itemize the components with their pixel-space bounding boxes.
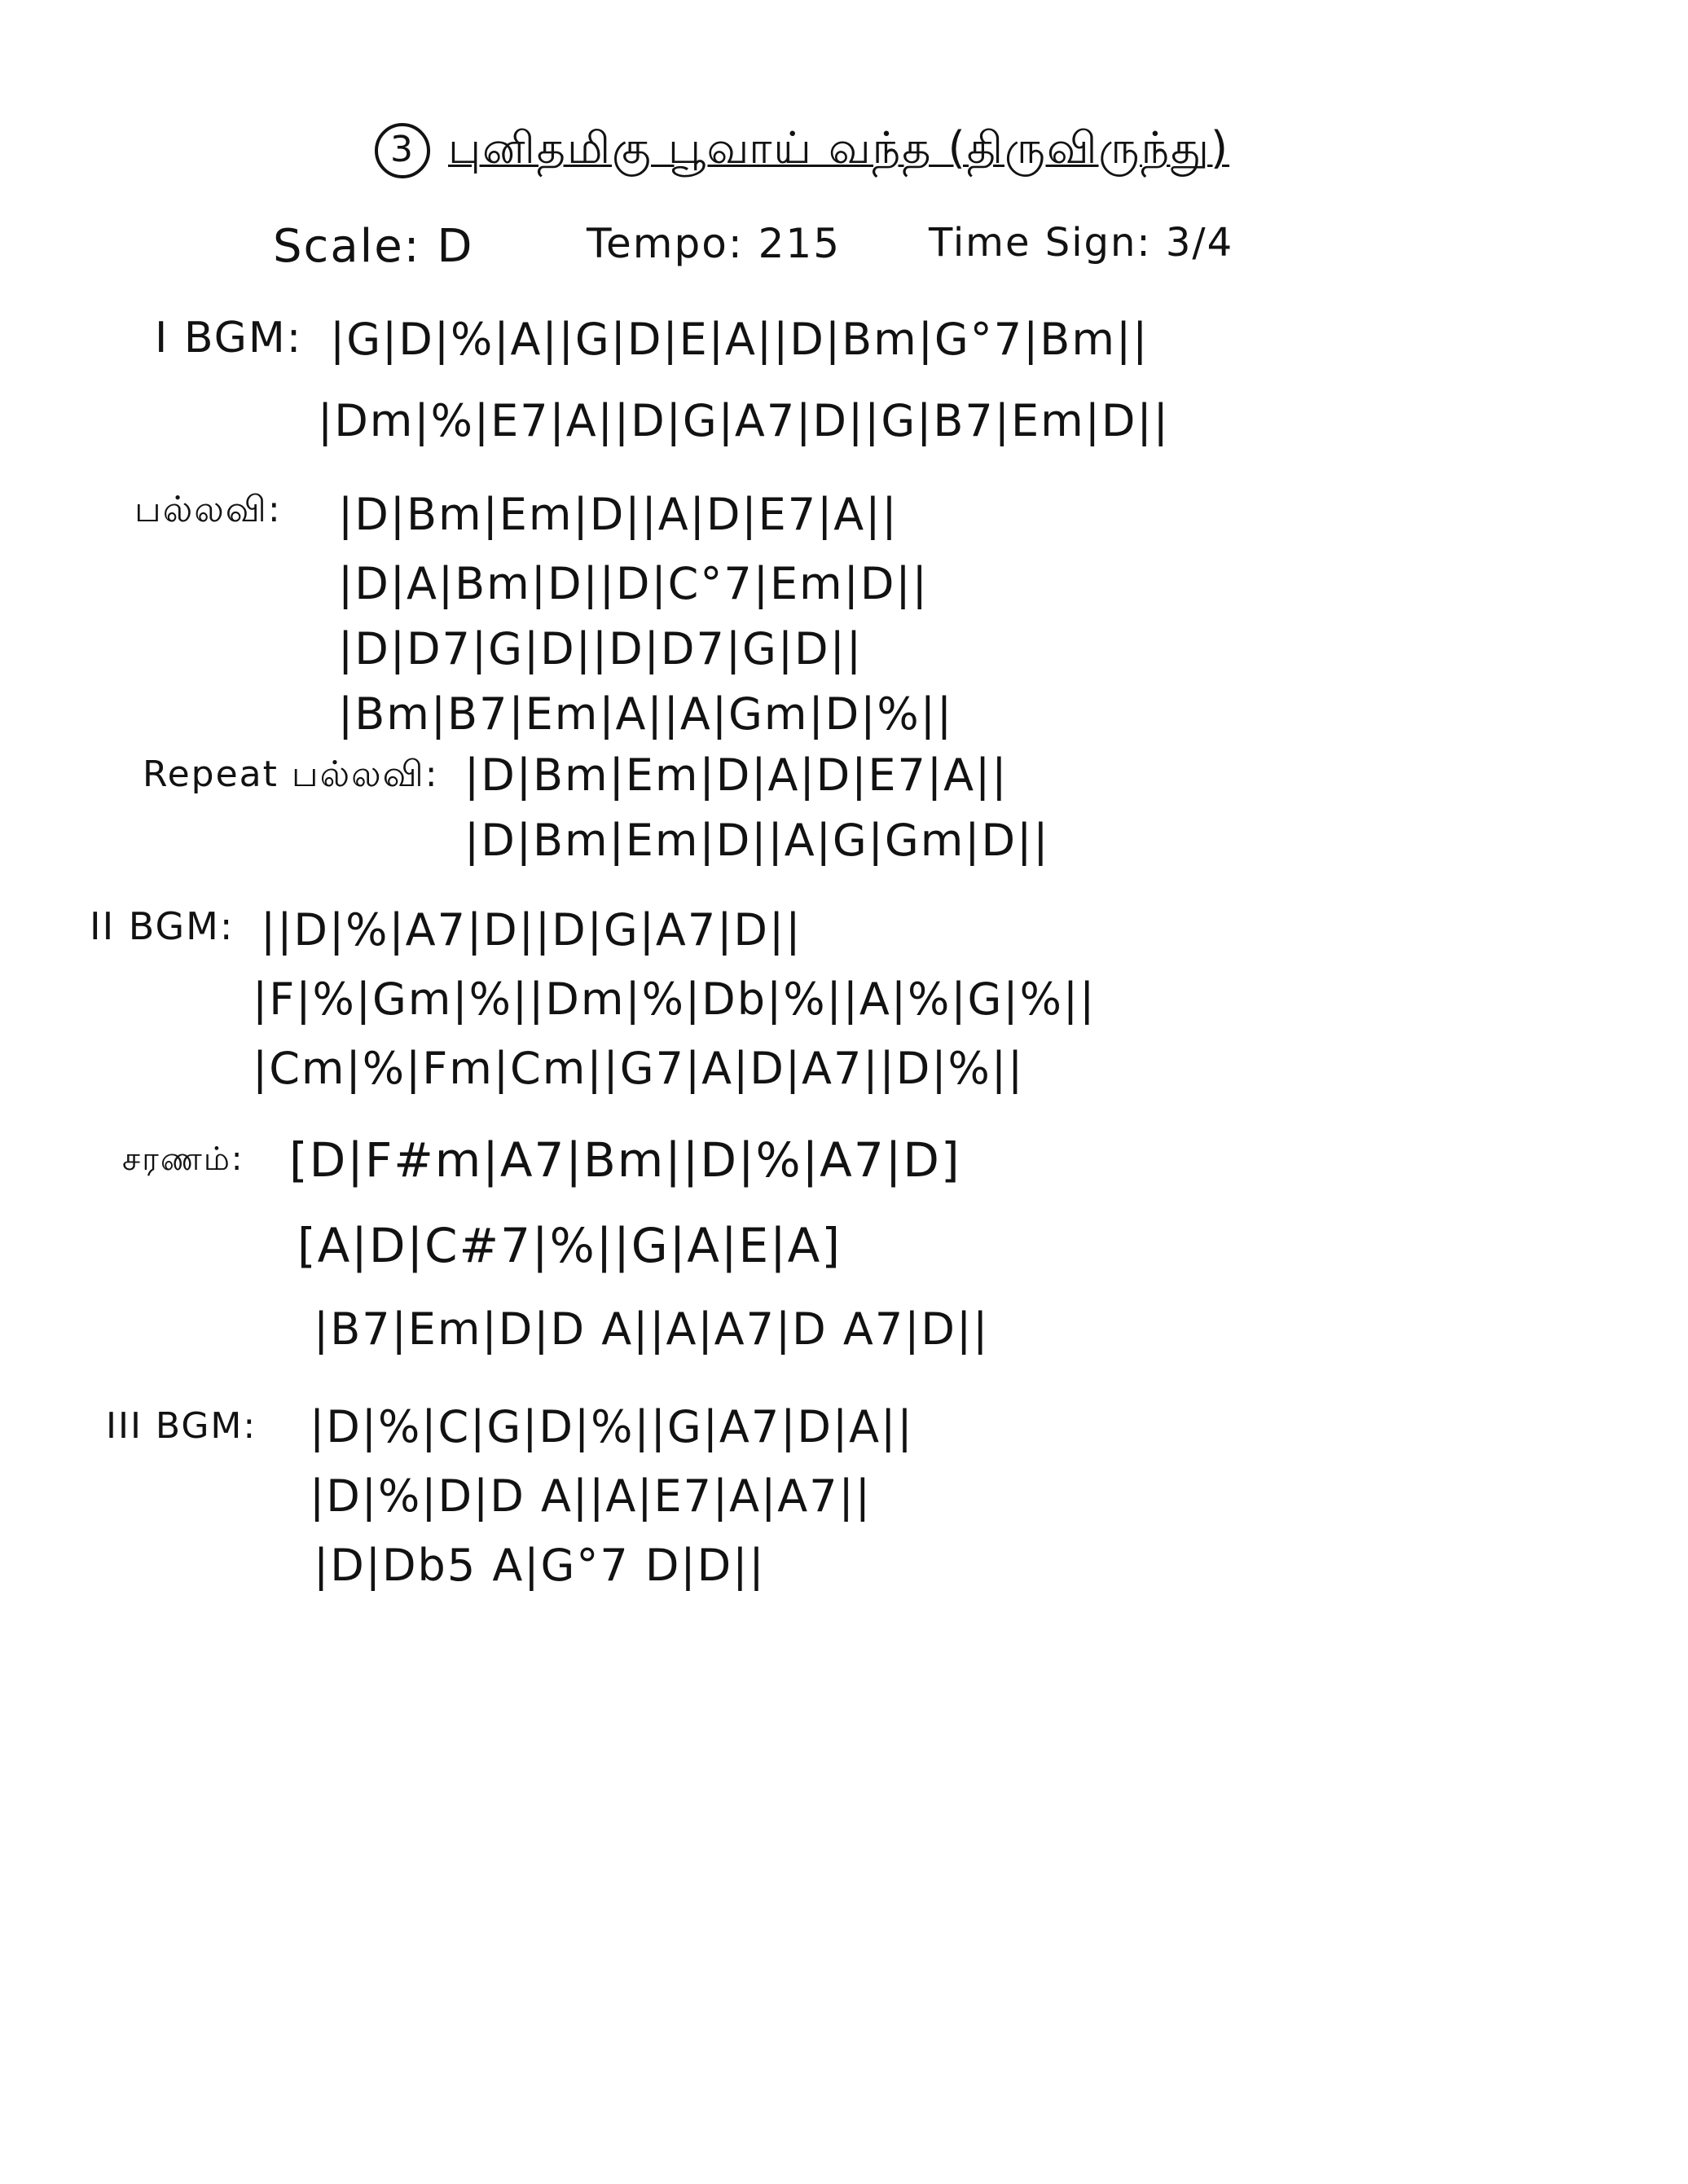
iibgm-line-1: ||D|%|A7|D||D|G|A7|D|| bbox=[261, 904, 802, 956]
iiibgm-line-2: |D|%|D|D A||A|E7|A|A7|| bbox=[310, 1470, 872, 1522]
song-title bbox=[375, 122, 1229, 180]
iibgm-label: II BGM: bbox=[90, 904, 235, 948]
pallavi-label: பல்லவி: bbox=[134, 489, 282, 530]
pallavi-line-4: |Bm|B7|Em|A||A|Gm|D|%|| bbox=[338, 688, 954, 740]
pallavi-line-3: |D|D7|G|D||D|D7|G|D|| bbox=[338, 623, 864, 675]
repeat-line-2: |D|Bm|Em|D||A|G|Gm|D|| bbox=[464, 815, 1050, 866]
iibgm-line-2: |F|%|Gm|%||Dm|%|Db|%||A|%|G|%|| bbox=[253, 973, 1097, 1025]
pallavi-line-1: |D|Bm|Em|D||A|D|E7|A|| bbox=[338, 489, 899, 540]
repeat-pallavi-label: Repeat பல்லவி: bbox=[143, 754, 439, 795]
charanam-line-2: [A|D|C#7|%||G|A|E|A] bbox=[297, 1218, 842, 1273]
charanam-line-3: |B7|Em|D|D A||A|A7|D A7|D|| bbox=[314, 1303, 990, 1355]
ibgm-line-2: |Dm|%|E7|A||D|G|A7|D||G|B7|Em|D|| bbox=[318, 395, 1170, 446]
tempo-label: Tempo: 215 bbox=[587, 220, 842, 267]
ibgm-label: I BGM: bbox=[155, 314, 303, 363]
charanam-line-1: [D|F#m|A7|Bm||D|%|A7|D] bbox=[289, 1132, 961, 1188]
pallavi-line-2: |D|A|Bm|D||D|C°7|Em|D|| bbox=[338, 558, 929, 609]
ibgm-line-1: |G|D|%|A||G|D|E|A||D|Bm|G°7|Bm|| bbox=[330, 314, 1150, 365]
charanam-label: சரணம்: bbox=[122, 1140, 244, 1178]
scale-label: Scale: D bbox=[273, 220, 474, 273]
iiibgm-line-1: |D|%|C|G|D|%||G|A7|D|A|| bbox=[310, 1401, 914, 1452]
song-title-text: புனிதமிகு பூவாய் வந்த (திருவிருந்து) bbox=[448, 122, 1230, 174]
time-signature-label: Time Sign: 3/4 bbox=[929, 220, 1234, 266]
iiibgm-label: III BGM: bbox=[106, 1405, 257, 1447]
song-number-badge: 3 bbox=[375, 123, 430, 178]
iibgm-line-3: |Cm|%|Fm|Cm||G7|A|D|A7||D|%|| bbox=[253, 1043, 1025, 1094]
iiibgm-line-3: |D|Db5 A|G°7 D|D|| bbox=[314, 1540, 766, 1591]
repeat-line-1: |D|Bm|Em|D|A|D|E7|A|| bbox=[464, 749, 1009, 801]
